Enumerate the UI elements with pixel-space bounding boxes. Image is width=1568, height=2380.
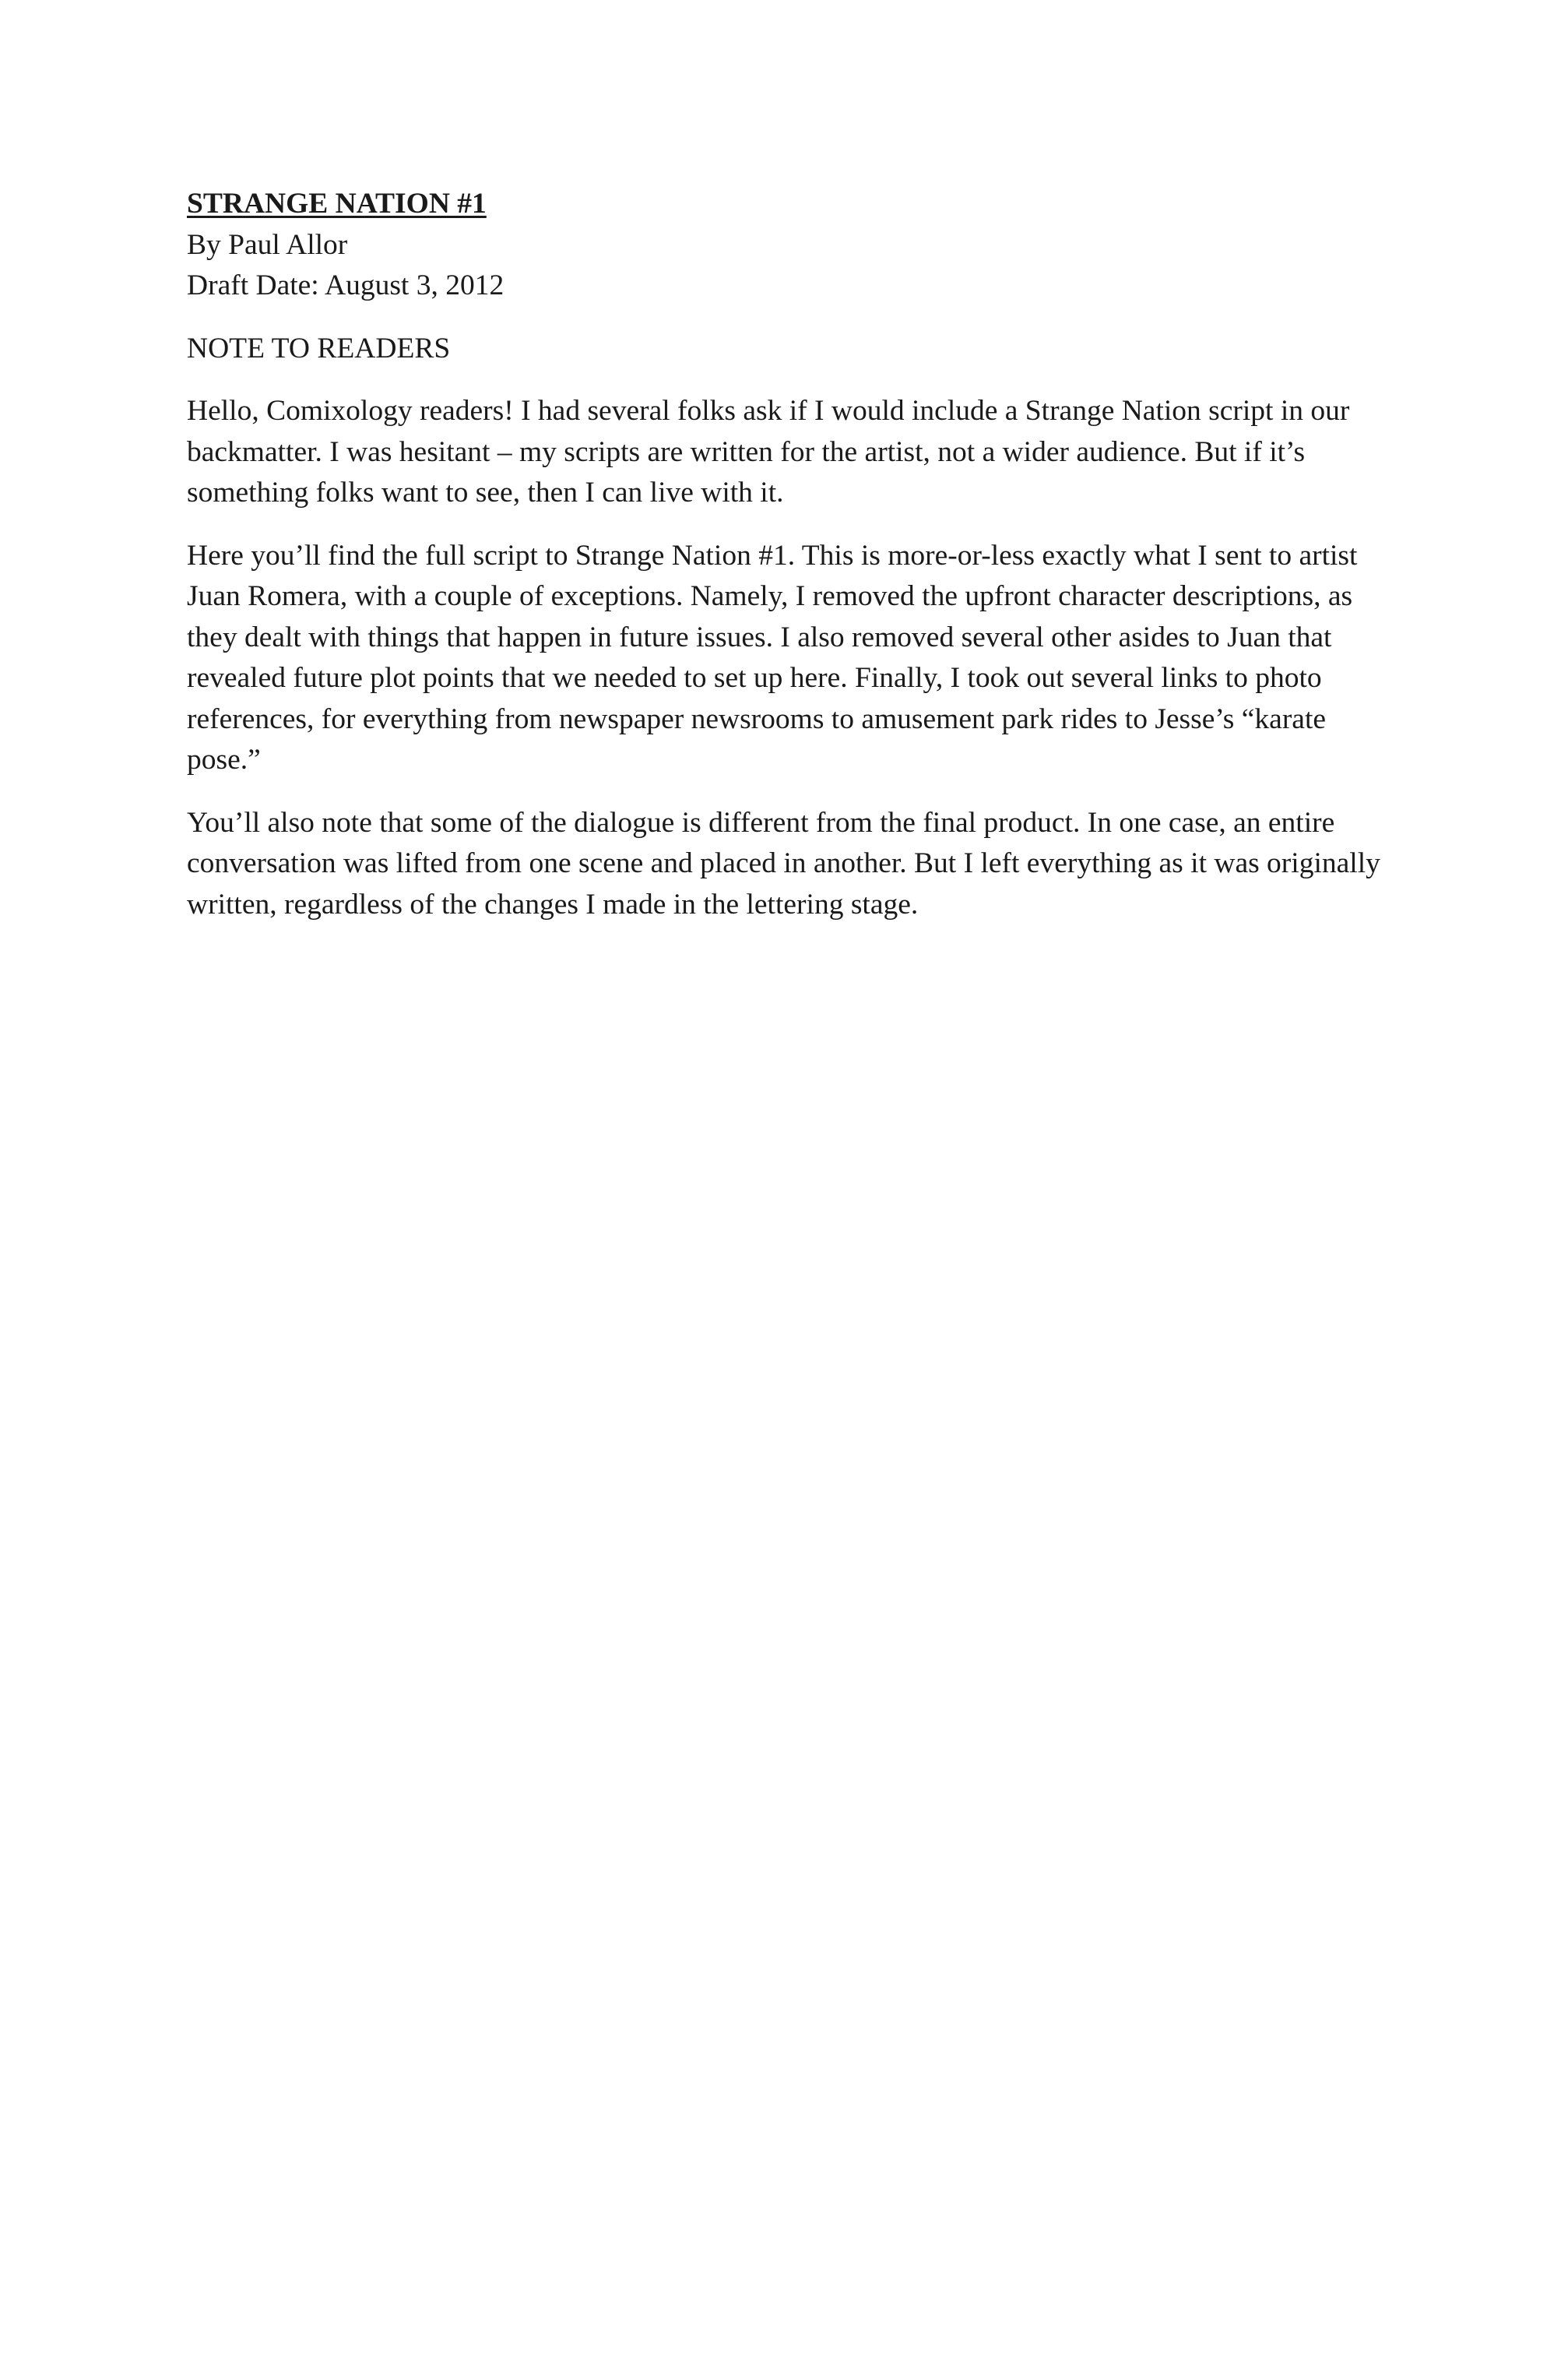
draft-date: Draft Date: August 3, 2012: [187, 269, 505, 301]
document-body: [187, 184, 1401, 925]
paragraph-script-details: Here you’ll find the full script to Strange Nation #1. This is more-or-less exactly what I sent to artist Juan Romera, with a couple of exceptions. Namely, I removed the upfront character descriptions, as they dealt with things that happen in future issues. I also removed several other asides to Juan that revealed future plot points that we needed to set up here. Finally, I took out several links to photo references, for everything from newspaper newsrooms to amusement park rides to Jesse’s “karate pose.”: [187, 539, 1358, 776]
author-byline: By Paul Allor: [187, 228, 348, 261]
paragraph-dialogue-note: You’ll also note that some of the dialogue is different from the final product. In one case, an entire conversation was lifted from one scene and placed in another. But I left everything as it was originally written, regardless of the changes I made in the lettering stage.: [187, 806, 1380, 921]
section-heading: NOTE TO READERS: [187, 332, 451, 364]
paragraph-intro: Hello, Comixology readers! I had several folks ask if I would include a Strange Nation script in our backmatter. I was hesitant – my scripts are written for the artist, not a wider audience. But if it’s something folks want to see, then I can live with it.: [187, 395, 1350, 509]
document-title: STRANGE NATION #1: [187, 188, 487, 220]
script-header: [187, 184, 1401, 307]
